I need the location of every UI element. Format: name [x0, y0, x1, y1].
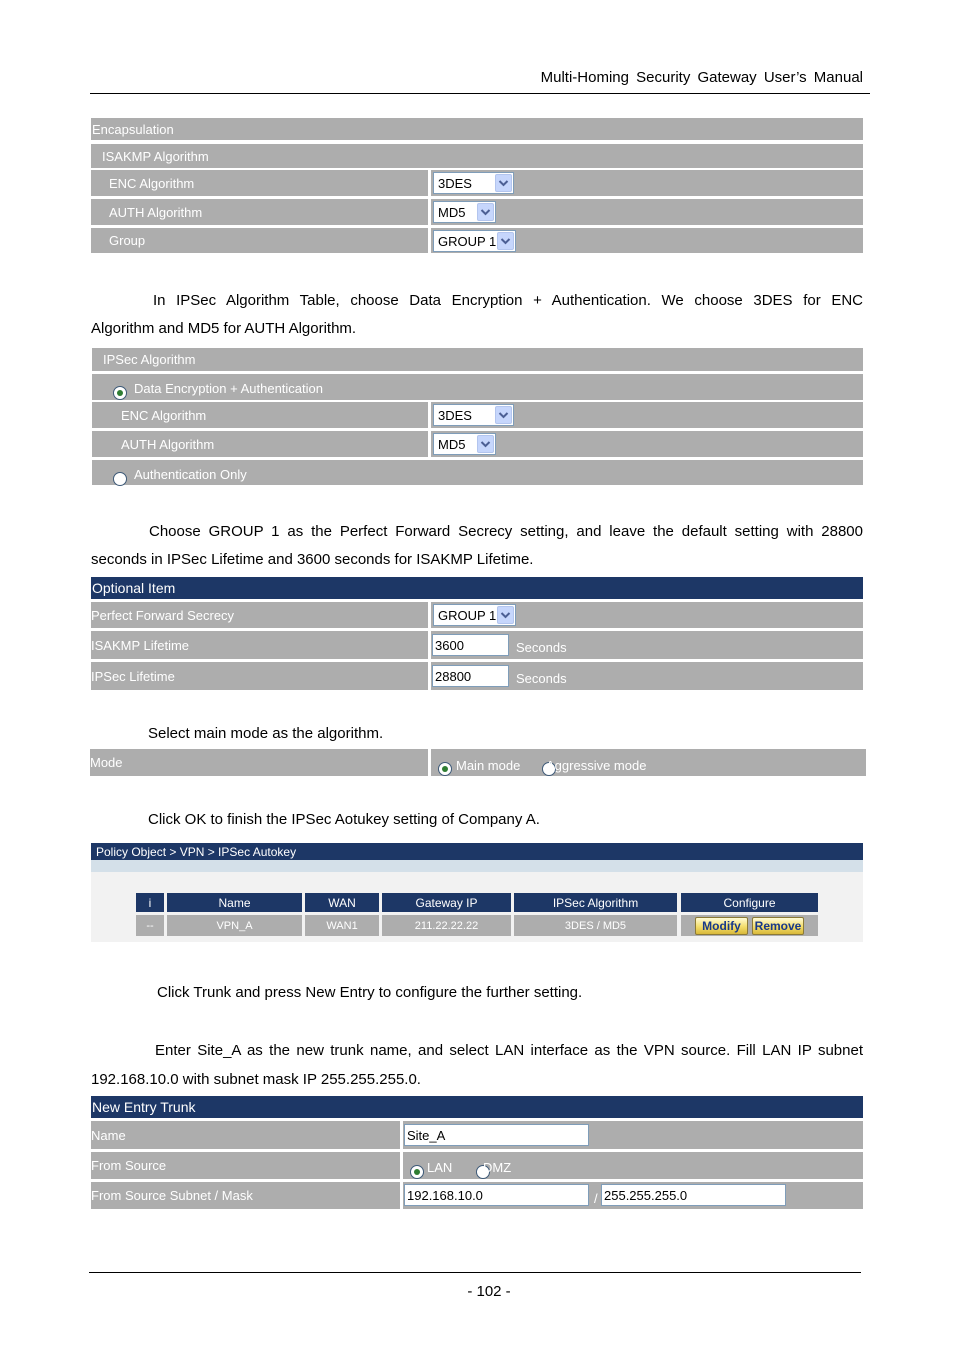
trunk-name-value-cell [403, 1121, 863, 1149]
modify-button[interactable]: Modify [695, 917, 748, 935]
isakmp-group-value-cell [431, 228, 863, 253]
from-source-value-cell [403, 1152, 863, 1179]
column-header-index: i [136, 893, 164, 912]
ipsec-lifetime-label: IPSec Lifetime [91, 662, 428, 690]
paragraph-ipsec-line-2: Algorithm and MD5 for AUTH Algorithm. [91, 320, 357, 337]
isakmp-group-select[interactable] [433, 230, 516, 252]
subnet-mask-separator: / [594, 1191, 598, 1206]
paragraph-optional-line-2: seconds in IPSec Lifetime and 3600 seconds for ISAKMP Lifetime. [91, 551, 534, 568]
isakmp-enc-label: ENC Algorithm [91, 170, 428, 196]
ipsec-lifetime-unit: Seconds [516, 671, 567, 686]
manual-title: Multi-Homing Security Gateway User’s Manual [540, 69, 863, 86]
isakmp-lifetime-input[interactable] [432, 634, 509, 656]
radio-aggressive-mode-label: Aggressive mode [546, 758, 647, 773]
paragraph-ok: Click OK to finish the IPSec Aotukey setting of Company A. [148, 811, 540, 828]
isakmp-enc-select[interactable] [433, 172, 514, 194]
isakmp-lifetime-value-cell [431, 631, 863, 659]
column-header-gateway-ip: Gateway IP [382, 893, 511, 912]
ipsec-enc-value-cell [431, 402, 863, 428]
option-auth-only-row[interactable] [92, 460, 863, 485]
isakmp-enc-value-cell [431, 170, 863, 196]
new-entry-trunk-header: New Entry Trunk [91, 1096, 863, 1118]
ipsec-enc-select[interactable] [433, 404, 514, 426]
breadcrumb-stripe [91, 860, 863, 872]
source-subnet-input[interactable] [404, 1184, 589, 1206]
encapsulation-header: Encapsulation [91, 118, 863, 140]
radio-encrypt-auth-label: Data Encryption + Authentication [134, 381, 323, 396]
isakmp-auth-select[interactable] [433, 201, 496, 223]
isakmp-auth-label: AUTH Algorithm [91, 199, 428, 225]
cell-ipsec-algorithm: 3DES / MD5 [514, 915, 677, 936]
ipsec-auth-label: AUTH Algorithm [92, 431, 428, 457]
cell-configure [681, 915, 818, 936]
mode-value-cell [431, 749, 866, 776]
radio-encrypt-auth[interactable] [113, 386, 127, 400]
header-rule [90, 93, 870, 94]
pfs-select[interactable] [433, 604, 516, 626]
pfs-value-cell [431, 602, 863, 628]
radio-main-mode-label: Main mode [456, 758, 521, 773]
cell-gateway-ip: 211.22.22.22 [382, 915, 511, 936]
paragraph-trunk: Click Trunk and press New Entry to configure the further setting. [157, 984, 583, 1001]
subnet-mask-value-cell [403, 1182, 863, 1209]
remove-button[interactable]: Remove [752, 917, 804, 935]
trunk-name-label: Name [91, 1121, 400, 1149]
source-mask-input[interactable] [601, 1184, 786, 1206]
radio-auth-only[interactable] [113, 472, 127, 486]
cell-wan: WAN1 [305, 915, 379, 936]
column-header-name: Name [167, 893, 302, 912]
page-number: - 102 - [467, 1283, 511, 1300]
breadcrumb: Policy Object > VPN > IPSec Autokey [91, 843, 863, 860]
ipsec-lifetime-input[interactable] [432, 665, 509, 687]
from-source-label: From Source [91, 1152, 400, 1179]
ipsec-auth-select-value: MD5 [438, 436, 466, 452]
mode-label: Mode [90, 749, 428, 776]
ipsec-auth-value-cell [431, 431, 863, 457]
chevron-down-icon[interactable] [497, 606, 514, 624]
ipsec-algorithm-header: IPSec Algorithm [92, 348, 863, 371]
paragraph-optional-line-1: Choose GROUP 1 as the Perfect Forward Secrecy setting, and leave the default setting with 28800 [149, 523, 863, 540]
cell-name: VPN_A [167, 915, 302, 936]
chevron-down-icon[interactable] [495, 174, 512, 192]
ipsec-enc-label: ENC Algorithm [92, 402, 428, 428]
radio-lan-label: LAN [427, 1160, 453, 1175]
footer-rule [89, 1272, 861, 1273]
isakmp-lifetime-unit: Seconds [516, 640, 567, 655]
radio-dmz-label: DMZ [483, 1160, 512, 1175]
chevron-down-icon[interactable] [477, 435, 494, 453]
radio-main-mode[interactable] [438, 762, 452, 776]
paragraph-site-line-1: Enter Site_A as the new trunk name, and select LAN interface as the VPN source. Fill LAN IP subnet [155, 1042, 863, 1059]
chevron-down-icon[interactable] [477, 203, 494, 221]
chevron-down-icon[interactable] [495, 406, 512, 424]
isakmp-auth-value-cell [431, 199, 863, 225]
cell-index: -- [136, 915, 164, 936]
radio-lan[interactable] [410, 1165, 424, 1179]
isakmp-group-select-value: GROUP 1 [438, 233, 497, 249]
pfs-label: Perfect Forward Secrecy [91, 602, 428, 628]
chevron-down-icon[interactable] [497, 232, 514, 250]
isakmp-algorithm-header: ISAKMP Algorithm [91, 144, 863, 168]
column-header-wan: WAN [305, 893, 379, 912]
paragraph-site-line-2: 192.168.10.0 with subnet mask IP 255.255.255.0. [91, 1071, 421, 1088]
ipsec-enc-select-value: 3DES [438, 407, 472, 423]
subnet-mask-label: From Source Subnet / Mask [91, 1182, 400, 1209]
column-header-ipsec-algorithm: IPSec Algorithm [514, 893, 677, 912]
ipsec-auth-select[interactable] [433, 433, 496, 455]
paragraph-mode: Select main mode as the algorithm. [148, 725, 384, 742]
option-encrypt-auth-row[interactable] [92, 374, 863, 400]
isakmp-lifetime-label: ISAKMP Lifetime [91, 631, 428, 659]
pfs-select-value: GROUP 1 [438, 607, 497, 623]
paragraph-ipsec-line-1: In IPSec Algorithm Table, choose Data Encryption + Authentication. We choose 3DES for ENC [153, 292, 863, 309]
trunk-name-input[interactable] [404, 1124, 589, 1146]
ipsec-lifetime-value-cell [431, 662, 863, 690]
isakmp-auth-select-value: MD5 [438, 204, 466, 220]
isakmp-group-label: Group [91, 228, 428, 253]
column-header-configure: Configure [681, 893, 818, 912]
radio-auth-only-label: Authentication Only [134, 467, 247, 482]
optional-item-header: Optional Item [91, 577, 863, 599]
isakmp-enc-select-value: 3DES [438, 175, 472, 191]
